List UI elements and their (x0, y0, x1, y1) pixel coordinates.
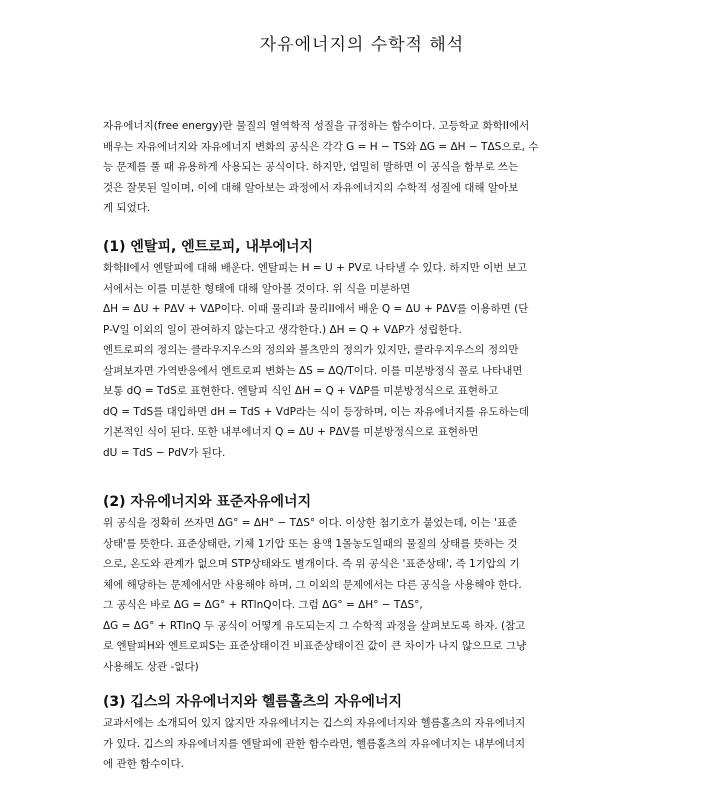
paragraph-line: 능 문제를 풀 때 유용하게 사용되는 공식이다. 하지만, 엄밀히 말하면 이 공식을 함부로 쓰는 (103, 161, 519, 173)
paragraph-line: 서에서는 이를 미분한 형태에 대해 알아볼 것이다. 위 식을 미분하면 (103, 282, 411, 295)
paragraph-line: 기본적인 식이 된다. 또한 내부에너지 Q = ΔU + PΔV를 미분방정식으로 표현하면 (103, 426, 479, 438)
paragraph-line: 교과서에는 소개되어 있지 않지만 자유에너지는 깁스의 자유에너지와 헬름홀츠의 자유에너지 (103, 717, 526, 729)
paragraph-line: 게 되었다. (103, 202, 151, 214)
paragraph-line: 보통 dQ = TdS로 표현한다. 엔탈피 식인 ΔH = Q + VΔP를 미분방정식으로 표현하고 (103, 385, 499, 397)
paragraph-line: 자유에너지(free energy)란 물질의 열역학적 성질을 규정하는 함수이다. 고등학교 화학II에서 (103, 120, 530, 132)
paragraph-line: ΔH = ΔU + PΔV + VΔP이다. 이때 물리I과 물리II에서 배운 Q = ΔU + PΔV를 이용하면 (단 (103, 303, 529, 315)
paragraph-line: 것은 잘못된 일이며, 이에 대해 알아보는 과정에서 자유에너지의 수학적 성질에 대해 알아보 (103, 181, 519, 194)
paragraph-line: P-V일 이외의 일이 관여하지 않는다고 생각한다.) ΔH = Q + VΔP가 성립한다. (103, 323, 462, 336)
paragraph-line: 엔트로피의 정의는 클라우지우스의 정의와 볼츠만의 정의가 있지만, 클라우지우스의 정의만 (103, 344, 519, 356)
paragraph-line: 체에 해당하는 문제에서만 사용해야 하며, 그 이외의 문제에서는 다른 공식을 사용해야 한다. (103, 578, 522, 591)
section-heading-1: (1) 엔탈피, 엔트로피, 내부에너지 (103, 239, 314, 255)
section-heading-2: (2) 자유에너지와 표준자유에너지 (103, 494, 312, 510)
paragraph-line: 화학II에서 엔탈피에 대해 배운다. 엔탈피는 H = U + PV로 나타낼 수 있다. 하지만 이번 보고 (103, 262, 528, 274)
paragraph-line: 에 관한 함수이다. (103, 758, 185, 770)
paragraph-line: ΔG = ΔG° + RTlnQ 두 공식이 어떻게 유도되는지 그 수학적 과정을 살펴보도록 하자. (참고 (103, 619, 526, 632)
section-3-paragraph (103, 713, 623, 775)
paragraph-line: 상태'를 뜻한다. 표준상태란, 기체 1기압 또는 용액 1몰농도일때의 물질의 상태를 뜻하는 것 (103, 537, 518, 550)
paragraph-line: 로 엔탈피H와 엔트로피S는 표준상태이건 비표준상태이건 값이 큰 차이가 나지 않으므로 그냥 (103, 640, 527, 652)
paragraph-line: 그 공식은 바로 ΔG = ΔG° + RTlnQ이다. 그럼 ΔG° = ΔH° − TΔS°, (103, 599, 423, 611)
intro-paragraph (103, 116, 623, 219)
paragraph-line: 배우는 자유에너지와 자유에너지 변화의 공식은 각각 G = H − TS와 ΔG = ΔH − TΔS으로, 수 (103, 140, 539, 153)
section-heading-3: (3) 깁스의 자유에너지와 헬름홀츠의 자유에너지 (103, 694, 402, 710)
paragraph-line: 가 있다. 깁스의 자유에너지를 엔탈피에 관한 함수라면, 헬름홀츠의 자유에너지는 내부에너지 (103, 737, 526, 750)
paragraph-line: dU = TdS − PdV가 된다. (103, 446, 226, 459)
page-title: 자유에너지의 수학적 해석 (259, 35, 465, 55)
section-2-paragraph (103, 513, 623, 677)
paragraph-line: 위 공식을 정확히 쓰자면 ΔG° = ΔH° − TΔS° 이다. 이상한 첨기호가 붙었는데, 이는 '표준 (103, 517, 518, 529)
paragraph-line: 사용해도 상관 -없다) (103, 660, 199, 673)
paragraph-line: dQ = TdS를 대입하면 dH = TdS + VdP라는 식이 등장하며, 이는 자유에너지를 유도하는데 (103, 405, 529, 418)
section-1-paragraph (103, 258, 623, 463)
paragraph-line: 으로, 온도와 관계가 없으며 STP상태와도 별개이다. 즉 위 공식은 '표준상태', 즉 1기압의 기 (103, 558, 520, 570)
paragraph-line: 살펴보자면 가역반응에서 엔트로피 변화는 ΔS = ΔQ/T이다. 이를 미분방정식 꼴로 나타내면 (103, 364, 523, 377)
